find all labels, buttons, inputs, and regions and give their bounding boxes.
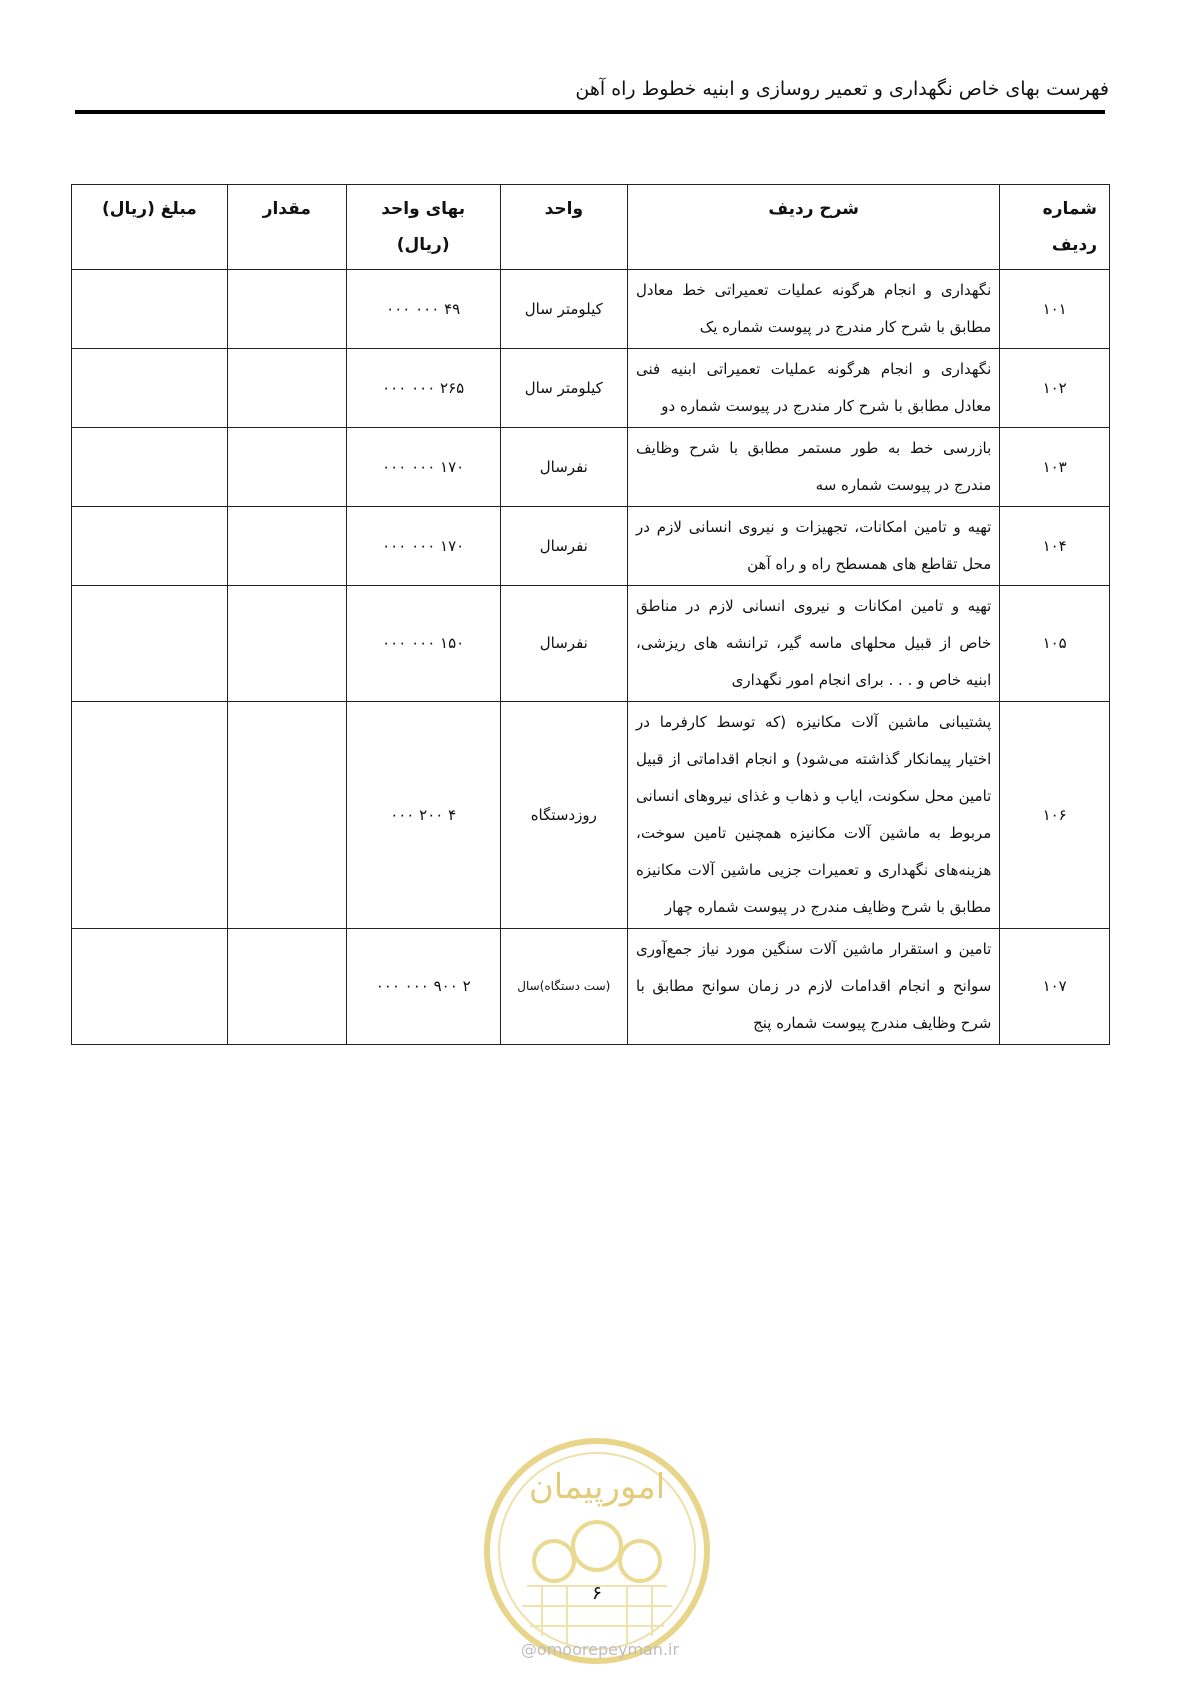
row-amount-cell xyxy=(72,349,228,428)
row-description-cell: تهیه و تامین امکانات و نیروی انسانی لازم در مناطق خاص از قبیل محلهای ماسه گیر، ترانشه های ریزشی، ابنیه خاص و . . . برای انجام امور نگهداری xyxy=(628,586,1000,702)
watermark-emblem-logo xyxy=(482,1436,712,1666)
row-unit-cell: نفرسال xyxy=(500,586,627,702)
header-divider xyxy=(75,110,1105,114)
table-row xyxy=(72,702,1110,929)
row-unit-price-cell: ۲۶۵ ۰۰۰ ۰۰۰ xyxy=(346,349,500,428)
page-number: ۶ xyxy=(591,1582,603,1604)
table-row xyxy=(72,270,1110,349)
row-quantity-cell xyxy=(227,428,346,507)
table-row xyxy=(72,349,1110,428)
row-number-cell: ۱۰۳ xyxy=(1000,428,1110,507)
row-quantity-cell xyxy=(227,929,346,1045)
emblem-lettering: امورپیمان xyxy=(528,1467,666,1507)
row-number-cell: ۱۰۴ xyxy=(1000,507,1110,586)
column-header-row-number: شماره ردیف xyxy=(1000,185,1110,270)
row-unit-cell: (ست دستگاه)سال xyxy=(500,929,627,1045)
table-row xyxy=(72,428,1110,507)
price-list-table xyxy=(71,184,1110,1045)
row-quantity-cell xyxy=(227,349,346,428)
row-unit-price-cell: ۲ ۹۰۰ ۰۰۰ ۰۰۰ xyxy=(346,929,500,1045)
row-unit-price-cell: ۱۷۰ ۰۰۰ ۰۰۰ xyxy=(346,428,500,507)
row-number-cell: ۱۰۵ xyxy=(1000,586,1110,702)
row-amount-cell xyxy=(72,929,228,1045)
row-unit-cell: کیلومتر سال xyxy=(500,349,627,428)
row-unit-cell: نفرسال xyxy=(500,507,627,586)
row-unit-cell: کیلومتر سال xyxy=(500,270,627,349)
table-row xyxy=(72,586,1110,702)
row-unit-price-cell: ۱۷۰ ۰۰۰ ۰۰۰ xyxy=(346,507,500,586)
row-unit-price-cell: ۱۵۰ ۰۰۰ ۰۰۰ xyxy=(346,586,500,702)
row-number-cell: ۱۰۶ xyxy=(1000,702,1110,929)
row-amount-cell xyxy=(72,428,228,507)
column-header-quantity: مقدار xyxy=(227,185,346,270)
column-header-unit-price: بهای واحد (ریال) xyxy=(346,185,500,270)
row-number-cell: ۱۰۷ xyxy=(1000,929,1110,1045)
row-description-cell: پشتیبانی ماشین آلات مکانیزه (که توسط کارفرما در اختیار پیمانکار گذاشته می‌شود) و انجام اقداماتی از قبیل تامین محل سکونت، ایاب و ذهاب و غذای نیروهای انسانی مربوط به ماشین آلات مکانیزه همچنین تامین سوخت، هزینه‌های نگهداری و تعمیرات جزیی ماشین آلات مکانیزه مطابق با شرح وظایف مندرج در پیوست شماره چهار xyxy=(628,702,1000,929)
column-header-description: شرح ردیف xyxy=(628,185,1000,270)
row-unit-price-cell: ۴ ۲۰۰ ۰۰۰ xyxy=(346,702,500,929)
document-header-title: فهرست بهای خاص نگهداری و تعمیر روسازی و ابنیه خطوط راه آهن xyxy=(575,78,1109,100)
row-amount-cell xyxy=(72,507,228,586)
row-quantity-cell xyxy=(227,507,346,586)
row-amount-cell xyxy=(72,702,228,929)
row-description-cell: نگهداری و انجام هرگونه عملیات تعمیراتی خط معادل مطابق با شرح کار مندرج در پیوست شماره یک xyxy=(628,270,1000,349)
row-amount-cell xyxy=(72,270,228,349)
row-quantity-cell xyxy=(227,270,346,349)
table-header-row xyxy=(72,185,1110,270)
table-row xyxy=(72,507,1110,586)
column-header-amount: مبلغ (ریال) xyxy=(72,185,228,270)
table-row xyxy=(72,929,1110,1045)
row-description-cell: بازرسی خط به طور مستمر مطابق با شرح وظایف مندرج در پیوست شماره سه xyxy=(628,428,1000,507)
row-unit-cell: روزدستگاه xyxy=(500,702,627,929)
row-amount-cell xyxy=(72,586,228,702)
watermark-url: @omoorepeyman.ir xyxy=(520,1640,680,1659)
row-number-cell: ۱۰۱ xyxy=(1000,270,1110,349)
row-quantity-cell xyxy=(227,586,346,702)
column-header-unit: واحد xyxy=(500,185,627,270)
row-description-cell: نگهداری و انجام هرگونه عملیات تعمیراتی ابنیه فنی معادل مطابق با شرح کار مندرج در پیوست شماره دو xyxy=(628,349,1000,428)
row-unit-price-cell: ۴۹ ۰۰۰ ۰۰۰ xyxy=(346,270,500,349)
row-number-cell: ۱۰۲ xyxy=(1000,349,1110,428)
row-unit-cell: نفرسال xyxy=(500,428,627,507)
row-description-cell: تامین و استقرار ماشین آلات سنگین مورد نیاز جمع‌آوری سوانح و انجام اقدامات لازم در زمان سوانح مطابق با شرح وظایف مندرج پیوست شماره پنج xyxy=(628,929,1000,1045)
row-description-cell: تهیه و تامین امکانات، تجهیزات و نیروی انسانی لازم در محل تقاطع های همسطح راه و راه آهن xyxy=(628,507,1000,586)
row-quantity-cell xyxy=(227,702,346,929)
